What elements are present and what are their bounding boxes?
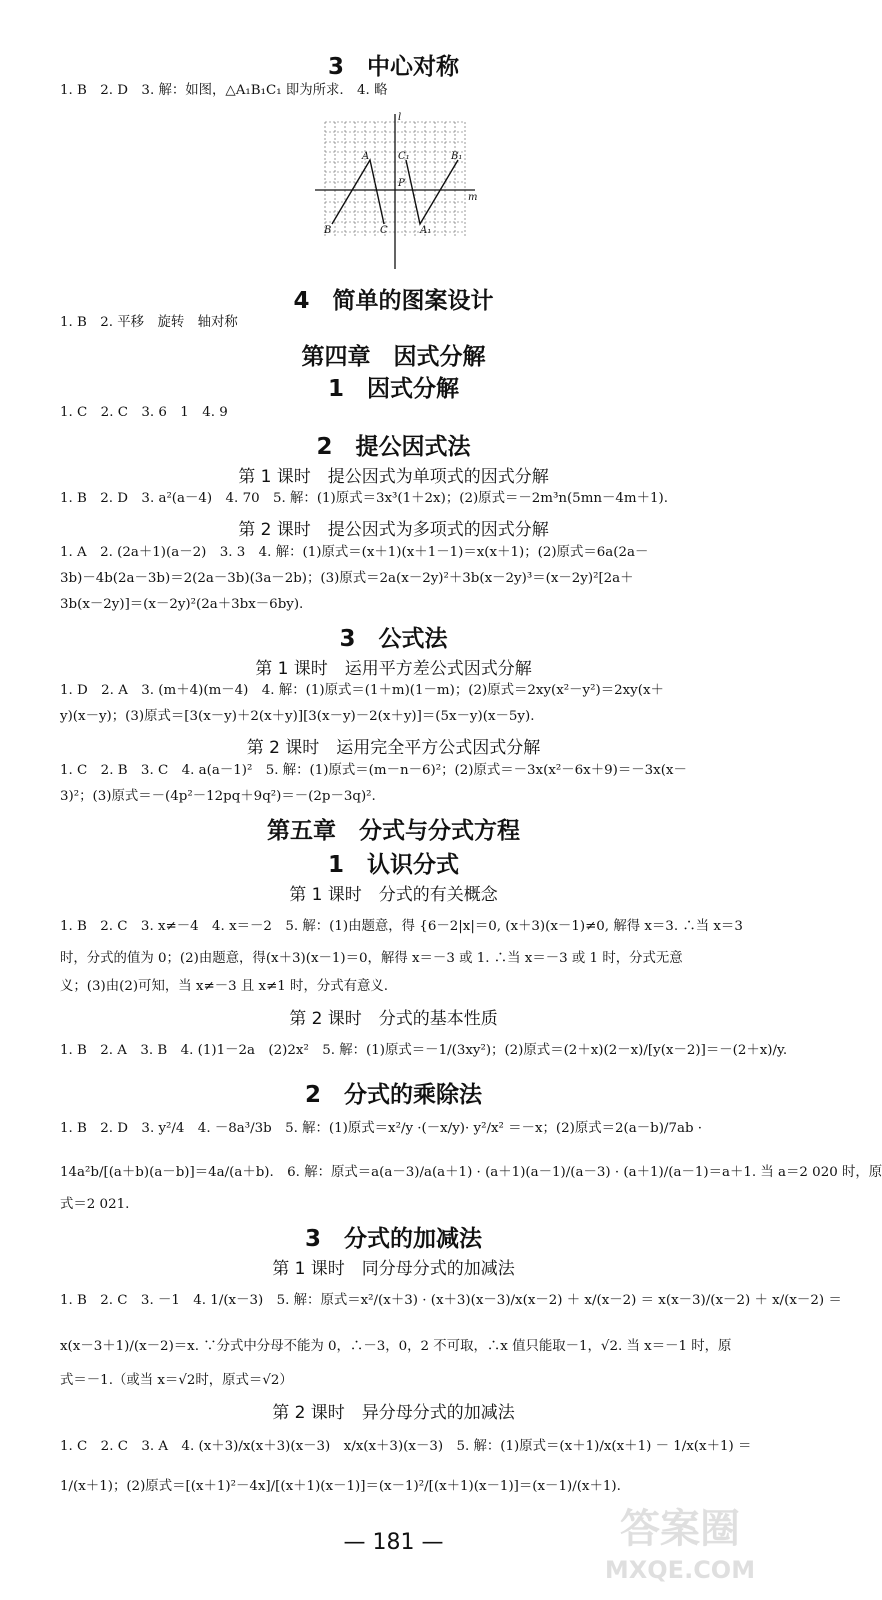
watermark-url: MXQE.COM [604,1556,756,1584]
answer-line: 1. D 2. A 3. (m＋4)(m－4) 4. 解：(1)原式＝(1＋m)(1－m)；(2)原式＝2xy(x²－y²)＝2xy(x＋ [60,683,664,698]
label-c: C [380,225,388,236]
watermark-text: 答案圈 [620,1506,740,1552]
answer-line: 1. B 2. C 3. －1 4. 1/(x－3) 5. 解：原式＝x²/(x＋3) · (x＋3)(x－3)/x(x－2) ＋ x/(x－2) ＝ x(x－3)/(x－2) ＋ x/(x－2) ＝ [60,1293,842,1308]
lesson-title: 第 1 课时 提公因式为单项式的因式分解 [238,467,549,487]
page-number: — 181 — [343,1530,444,1555]
label-b: B [324,225,332,236]
answer-line: 1. B 2. D 3. a²(a－4) 4. 70 5. 解：(1)原式＝3x³(1＋2x)；(2)原式＝－2m³n(5mn－4m＋1). [60,491,669,506]
lesson-title: 第 1 课时 同分母分式的加减法 [272,1259,515,1279]
label-p: P [398,178,405,189]
triangle-a1b1c1 [406,160,458,224]
heading-central-symmetry: 3 中心对称 [327,54,459,80]
answer-line: 3b(x－2y)]＝(x－2y)²(2a＋3bx－6by). [60,597,304,612]
answer-line: 1. B 2. C 3. x≠－4 4. x＝－2 5. 解：(1)由题意，得 {6－2|x|＝0, (x＋3)(x－1)≠0, 解得 x＝3. ∴当 x＝3 [60,919,743,934]
answer-line: 时，分式的值为 0；(2)由题意，得(x＋3)(x－1)＝0，解得 x＝－3 或 1. ∴当 x＝－3 或 1 时，分式无意 [60,951,683,966]
chapter-title: 第五章 分式与分式方程 [267,818,520,844]
lesson-title: 第 2 课时 异分母分式的加减法 [272,1403,515,1423]
label-a: A [362,151,370,162]
answer-line: 1/(x＋1)；(2)原式＝[(x＋1)²－4x]/[(x＋1)(x－1)]＝(x－1)²/[(x＋1)(x－1)]＝(x－1)/(x＋1). [60,1479,621,1494]
lesson-title: 第 2 课时 分式的基本性质 [289,1009,498,1029]
lesson-title: 第 1 课时 分式的有关概念 [289,885,498,905]
answer-line: 3)²；(3)原式＝－(4p²－12pq＋9q²)＝－(2p－3q)². [60,789,376,804]
answer-line: 14a²b/[(a＋b)(a－b)]＝4a/(a＋b). 6. 解：原式＝a(a－3)/a(a＋1) · (a＋1)(a－1)/(a－3) · (a＋1)/(a－1)＝a＋1. 当 a＝2 020 时，原 [60,1165,882,1180]
chapter-title: 第四章 因式分解 [301,344,486,370]
answer-line: 1. B 2. A 3. B 4. (1)1－2a (2)2x² 5. 解：(1)原式＝－1/(3xy²)；(2)原式＝(2＋x)(2－x)/[y(x－2)]＝－(2＋x)/y. [60,1043,788,1058]
answer-line: 1. B 2. 平移 旋转 轴对称 [60,315,238,330]
lesson-title: 第 2 课时 提公因式为多项式的因式分解 [238,520,549,540]
label-l: l [398,112,402,123]
answer-line: 1. B 2. D 3. y²/4 4. －8a³/3b 5. 解：(1)原式＝x²/y ·(－x/y)· y²/x² ＝－x；(2)原式＝2(a－b)/7ab · [60,1121,703,1136]
answer-line: y)(x－y)；(3)原式＝[3(x－y)＋2(x＋y)][3(x－y)－2(x＋y)]＝(5x－y)(x－5y). [60,709,535,724]
answer-line: 式＝－1.（或当 x＝√2时，原式＝√2） [60,1373,293,1388]
label-c1: C₁ [398,151,410,162]
triangle-abc [332,160,384,224]
answer-line: 式＝2 021. [60,1197,130,1212]
section-title: 2 提公因式法 [316,434,471,460]
label-m: m [468,192,478,203]
section-title: 3 公式法 [339,626,448,652]
section-title: 1 认识分式 [327,852,459,878]
heading-pattern-design: 4 简单的图案设计 [293,288,494,314]
answer-line: 1. C 2. C 3. A 4. (x＋3)/x(x＋3)(x－3) x/x(x＋3)(x－3) 5. 解：(1)原式＝(x＋1)/x(x＋1) － 1/x(x＋1) ＝ [60,1439,752,1454]
answer-line: 1. B 2. D 3. 解：如图，△A₁B₁C₁ 即为所求. 4. 略 [60,83,388,98]
answer-line: x(x－3＋1)/(x－2)＝x. ∵分式中分母不能为 0，∴－3，0，2 不可取，∴x 值只能取－1，√2. 当 x＝－1 时，原 [60,1339,732,1354]
answer-line: 义；(3)由(2)可知，当 x≠－3 且 x≠1 时，分式有意义. [60,979,389,994]
label-a1: A₁ [420,225,432,236]
section-title: 2 分式的乘除法 [304,1082,482,1108]
answer-line: 1. C 2. B 3. C 4. a(a－1)² 5. 解：(1)原式＝(m－n－6)²；(2)原式＝－3x(x²－6x＋9)＝－3x(x－ [60,763,687,778]
lesson-title: 第 1 课时 运用平方差公式因式分解 [255,659,532,679]
section-title: 1 因式分解 [327,376,459,402]
section-title: 3 分式的加减法 [304,1226,482,1252]
answer-line: 1. C 2. C 3. 6 1 4. 9 [60,405,228,420]
label-b1: B₁ [451,151,463,162]
answer-line: 3b)－4b(2a－3b)＝2(2a－3b)(3a－2b)；(3)原式＝2a(x－2y)²＋3b(x－2y)³＝(x－2y)²[2a＋ [60,571,634,586]
grid-figure [310,112,480,272]
lesson-title: 第 2 课时 运用完全平方公式因式分解 [246,738,541,758]
answer-line: 1. A 2. (2a＋1)(a－2) 3. 3 4. 解：(1)原式＝(x＋1)(x＋1－1)＝x(x＋1)；(2)原式＝6a(2a－ [60,545,649,560]
watermark-logo [590,1490,770,1590]
